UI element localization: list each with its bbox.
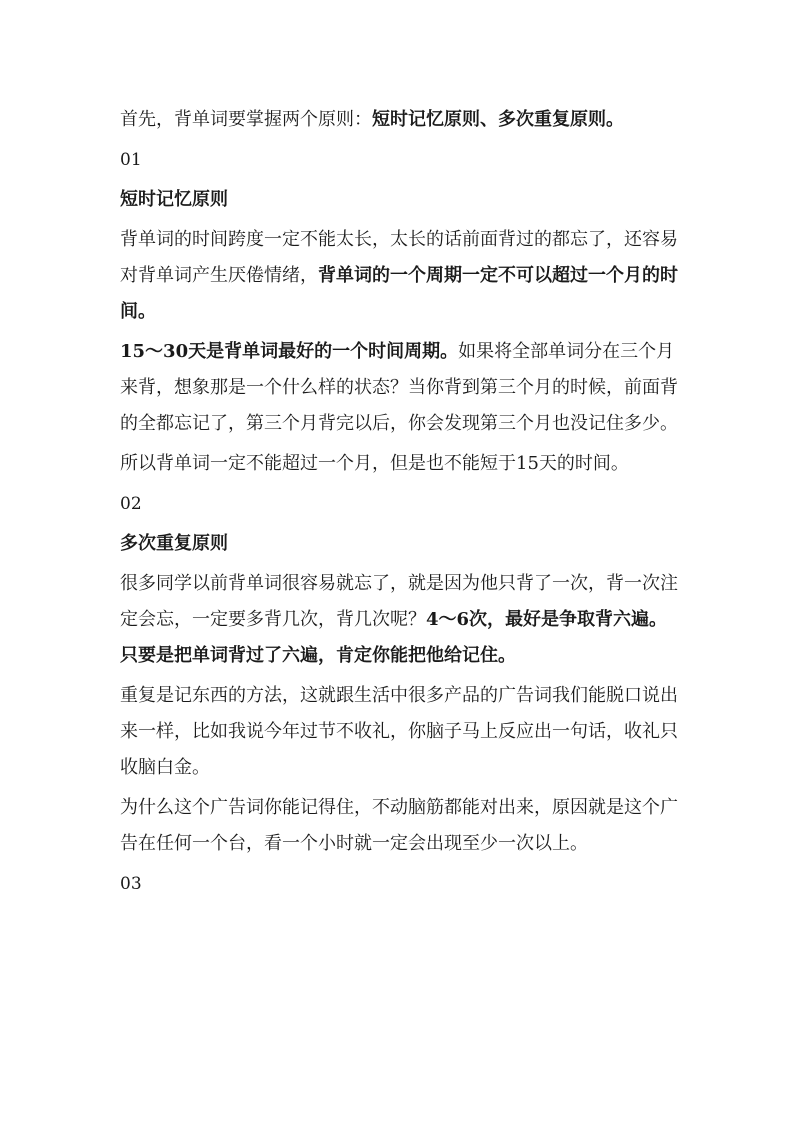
s2p1-bold-2: 最好是争取背六遍。只要是把单词背过了六遍，肯定你能把他给记住。 [120,609,668,666]
section-heading-02: 多次重复原则 [120,533,228,554]
s1p1-bold: 背单词的一个周期一定不可以超过一个月的时间。 [120,265,678,322]
s2p1-bold-1: 4～6次， [426,609,506,630]
intro-paragraph [120,102,680,138]
section-number-03: 03 [120,874,142,894]
intro-text: 首先，背单词要掌握两个原则： [120,109,372,130]
section-01-paragraph-3: 所以背单词一定不能超过一个月，但是也不能短于15天的时间。 [120,453,629,474]
s1p2-bold: 15～30天是背单词最好的一个时间周期。 [120,341,459,362]
s1p1-text: 背单词的时间跨度一定不能太长，太长的话前面背过的都忘了，还容易对背单词产生厌倦情绪， [120,229,678,286]
section-heading-01: 短时记忆原则 [120,189,228,210]
s1p2-text: 如果将全部单词分在三个月来背，想象那是一个什么样的状态？当你背到第三个月的时候，前面背的全都忘记了，第三个月背完以后，你会发现第三个月也没记住多少。 [120,341,678,434]
intro-bold: 短时记忆原则、多次重复原则。 [372,109,624,130]
section-02-paragraph-1 [120,566,680,674]
document-body [120,102,680,902]
section-02-paragraph-2: 重复是记东西的方法，这就跟生活中很多产品的广告词我们能脱口说出来一样，比如我说今年过节不收礼，你脑子马上反应出一句话，收礼只收脑白金。 [120,685,678,778]
section-02-paragraph-3: 为什么这个广告词你能记得住，不动脑筋都能对出来，原因就是这个广告在任何一个台，看一个小时就一定会出现至少一次以上。 [120,797,678,854]
section-number-01: 01 [120,150,142,170]
section-number-02: 02 [120,494,142,514]
s2p1-text: 很多同学以前背单词很容易就忘了，就是因为他只背了一次，背一次注定会忘，一定要多背几次，背几次呢？ [120,573,678,630]
section-01-paragraph-1 [120,222,680,330]
section-01-paragraph-2 [120,334,680,442]
